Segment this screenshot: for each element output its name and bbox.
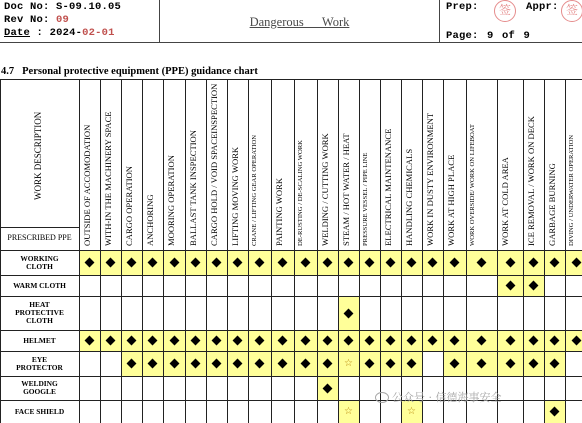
required-diamond-icon: [428, 336, 438, 346]
grid-line-vertical: [121, 79, 122, 423]
column-header: LIFTING MOVING WORK: [230, 146, 240, 246]
ppe-cell: [100, 250, 121, 275]
required-diamond-icon: [212, 258, 222, 268]
grid-line-horizontal: [0, 351, 582, 352]
ppe-cell: [163, 250, 185, 275]
grid-line-horizontal: [0, 79, 582, 80]
ppe-cell: [206, 351, 227, 376]
required-diamond-icon: [127, 258, 137, 268]
page-number: Page: 9 of 9: [446, 30, 531, 42]
column-header: OUTSIDE OF ACCOMODATION: [82, 124, 92, 246]
grid-line-vertical: [317, 79, 318, 423]
required-diamond-icon: [344, 308, 354, 318]
ppe-cell: [497, 250, 523, 275]
required-diamond-icon: [550, 407, 560, 417]
grid-line-horizontal: [0, 227, 79, 228]
column-header: CARGO OPERATION: [124, 166, 134, 246]
grid-line-vertical: [142, 79, 143, 423]
ppe-cell: [142, 351, 163, 376]
approved-by-label: Appr:: [526, 1, 559, 13]
ppe-cell: [317, 376, 338, 400]
grid-line-vertical: [227, 79, 228, 423]
ppe-cell: [79, 250, 100, 275]
ppe-cell: [248, 250, 271, 275]
ppe-cell: [271, 351, 294, 376]
ppe-cell: [100, 330, 121, 351]
section-title: Personal protective equipment (PPE) guidance chart: [22, 66, 258, 77]
grid-line-vertical: [271, 79, 272, 423]
ppe-cell: [544, 250, 565, 275]
required-diamond-icon: [169, 336, 179, 346]
ppe-cell: [401, 250, 422, 275]
grid-line-vertical: [380, 79, 381, 423]
ppe-cell: [163, 351, 185, 376]
ppe-cell: [142, 330, 163, 351]
required-diamond-icon: [529, 281, 539, 291]
section-number: 4.7: [1, 66, 15, 77]
required-diamond-icon: [233, 336, 243, 346]
required-diamond-icon: [505, 258, 515, 268]
required-diamond-icon: [191, 258, 201, 268]
row-label: WELDING GOOGLE: [21, 379, 58, 396]
ppe-cell: [443, 250, 466, 275]
required-diamond-icon: [477, 359, 487, 369]
grid-line-vertical: [185, 79, 186, 423]
required-diamond-icon: [301, 258, 311, 268]
row-label: HELMET: [23, 335, 56, 345]
ppe-cell: [359, 330, 380, 351]
ppe-cell: [544, 351, 565, 376]
required-diamond-icon: [255, 336, 265, 346]
ppe-cell: [121, 351, 142, 376]
grid-line-vertical: [544, 79, 545, 423]
column-header: HANDLING CHEMICALS: [404, 148, 414, 246]
required-diamond-icon: [301, 336, 311, 346]
required-diamond-icon: [233, 359, 243, 369]
ppe-cell: [466, 351, 497, 376]
required-diamond-icon: [278, 336, 288, 346]
ppe-cell: [338, 296, 359, 330]
grid-line-vertical: [79, 79, 80, 423]
required-diamond-icon: [191, 359, 201, 369]
seal-stamp-icon: 签: [494, 0, 516, 22]
required-diamond-icon: [477, 258, 487, 268]
grid-line-vertical: [163, 79, 164, 423]
row-label: WARM CLOTH: [13, 280, 66, 290]
column-header: PAINTING WORK: [274, 177, 284, 246]
grid-line-vertical: [497, 79, 498, 423]
ppe-cell: [497, 275, 523, 296]
row-label: EYE PROTECTOR: [16, 354, 63, 372]
ppe-cell: [380, 250, 401, 275]
ppe-cell: [338, 330, 359, 351]
ppe-cell: [206, 330, 227, 351]
ppe-cell: [248, 330, 271, 351]
required-diamond-icon: [365, 359, 375, 369]
required-diamond-icon: [571, 258, 581, 268]
required-diamond-icon: [233, 258, 243, 268]
ppe-cell: [185, 351, 206, 376]
row-label: FACE SHIELD: [14, 406, 65, 416]
required-diamond-icon: [505, 336, 515, 346]
ppe-cell: [317, 250, 338, 275]
column-header: CRANE / LIFTING GEAR OPERATION: [251, 135, 258, 246]
ppe-cell: [401, 351, 422, 376]
column-header: ELECTRICAL MAINTENANCE: [383, 128, 393, 246]
grid-line-horizontal: [0, 250, 582, 251]
page-title: Dangerous Work: [249, 15, 350, 29]
column-header: MOORING OPERATION: [166, 155, 176, 246]
grid-line-vertical: [0, 79, 1, 423]
seal-stamp-icon: 签: [561, 0, 582, 22]
column-header: DE-RUSTING / DE-SCALING WORK: [297, 140, 304, 246]
column-header: WORK IN DUSTY ENVIRONMENT: [425, 112, 435, 246]
ppe-cell: [271, 330, 294, 351]
required-diamond-icon: [169, 359, 179, 369]
required-diamond-icon: [85, 258, 95, 268]
ppe-cell: [497, 330, 523, 351]
date-separator: :: [36, 27, 44, 39]
grid-line-vertical: [523, 79, 524, 423]
ppe-cell: [185, 250, 206, 275]
grid-line-vertical: [422, 79, 423, 423]
required-diamond-icon: [529, 336, 539, 346]
grid-line-vertical: [401, 79, 402, 423]
required-diamond-icon: [428, 258, 438, 268]
required-diamond-icon: [212, 336, 222, 346]
required-diamond-icon: [365, 258, 375, 268]
ppe-cell: [271, 250, 294, 275]
column-header: CARGO HOLD / VOID SPACEINSPECTION: [209, 83, 219, 246]
required-diamond-icon: [148, 336, 158, 346]
wechat-icon: [375, 392, 389, 403]
ppe-cell: [185, 330, 206, 351]
required-diamond-icon: [301, 359, 311, 369]
ppe-cell: [497, 351, 523, 376]
required-diamond-icon: [148, 359, 158, 369]
ppe-cell: [121, 330, 142, 351]
required-diamond-icon: [323, 383, 333, 393]
required-diamond-icon: [365, 336, 375, 346]
column-header: WORK OVERSIDE/ WORK ON LIFEBOAT: [469, 124, 476, 246]
required-diamond-icon: [529, 359, 539, 369]
required-diamond-icon: [407, 359, 417, 369]
required-diamond-icon: [450, 359, 460, 369]
ppe-cell: [79, 330, 100, 351]
required-diamond-icon: [169, 258, 179, 268]
ppe-cell: [294, 330, 317, 351]
required-diamond-icon: [386, 336, 396, 346]
required-diamond-icon: [477, 336, 487, 346]
required-diamond-icon: [127, 359, 137, 369]
required-diamond-icon: [450, 258, 460, 268]
ppe-cell: [163, 330, 185, 351]
watermark-text: 公众号 · 信德海事安全: [392, 391, 502, 404]
column-header: WORK AT COLD AREA: [500, 157, 510, 246]
required-diamond-icon: [278, 258, 288, 268]
ppe-cell: [422, 250, 443, 275]
required-diamond-icon: [386, 359, 396, 369]
ppe-cell: [338, 400, 359, 423]
ppe-cell: [294, 250, 317, 275]
ppe-cell: [380, 330, 401, 351]
required-diamond-icon: [323, 359, 333, 369]
required-diamond-icon: [85, 336, 95, 346]
ppe-cell: [248, 351, 271, 376]
required-diamond-icon: [255, 258, 265, 268]
column-header: GARBAGE BURNING: [547, 163, 557, 246]
conditional-star-icon: ☆: [344, 357, 353, 369]
required-diamond-icon: [344, 258, 354, 268]
required-diamond-icon: [505, 359, 515, 369]
watermark: [375, 389, 502, 405]
ppe-cell: [565, 330, 582, 351]
ppe-cell: [565, 250, 582, 275]
required-diamond-icon: [550, 359, 560, 369]
required-diamond-icon: [323, 336, 333, 346]
prepared-by-label: Prep:: [446, 1, 479, 13]
required-diamond-icon: [278, 359, 288, 369]
ppe-cell: [317, 330, 338, 351]
column-header: STEAM / HOT WATER / HEAT: [341, 133, 351, 246]
required-diamond-icon: [148, 258, 158, 268]
required-diamond-icon: [344, 336, 354, 346]
date-label: Date: [4, 27, 31, 39]
ppe-cell: [380, 351, 401, 376]
required-diamond-icon: [386, 258, 396, 268]
column-header: ANCHORING: [145, 194, 155, 246]
required-diamond-icon: [505, 281, 515, 291]
ppe-cell: [142, 250, 163, 275]
ppe-cell: [359, 351, 380, 376]
ppe-cell: [523, 330, 544, 351]
ppe-cell: [466, 330, 497, 351]
ppe-cell: [523, 250, 544, 275]
ppe-cell: [401, 330, 422, 351]
required-diamond-icon: [550, 258, 560, 268]
column-header: WITH-IN THE MACHINERY SPACE: [103, 111, 113, 246]
grid-line-horizontal: [0, 330, 582, 331]
rev-value: 09: [56, 14, 70, 26]
grid-line-vertical: [359, 79, 360, 423]
grid-line-vertical: [565, 79, 566, 423]
ppe-cell: [121, 250, 142, 275]
required-diamond-icon: [127, 336, 137, 346]
required-diamond-icon: [106, 336, 116, 346]
required-diamond-icon: [212, 359, 222, 369]
conditional-star-icon: ☆: [344, 405, 353, 417]
ppe-cell: [317, 351, 338, 376]
ppe-cell: [338, 351, 359, 376]
required-diamond-icon: [571, 336, 581, 346]
ppe-cell: [544, 330, 565, 351]
grid-line-vertical: [466, 79, 467, 423]
column-header: ICE REMOVAL / WORK ON DECK: [526, 116, 536, 246]
column-header: PRESSURE VESSEL / PIPE LINE: [362, 152, 369, 246]
ppe-cell: [466, 250, 497, 275]
corner-header: WORK DESCRIPTION: [33, 111, 43, 200]
required-diamond-icon: [550, 336, 560, 346]
required-diamond-icon: [106, 258, 116, 268]
ppe-cell: [443, 330, 466, 351]
ppe-cell: [338, 250, 359, 275]
doc-number: Doc No: S-09.10.05: [4, 1, 122, 13]
row-label: HEAT PROTECTIVE CLOTH: [15, 300, 64, 325]
ppe-cell: [422, 330, 443, 351]
required-diamond-icon: [255, 359, 265, 369]
required-diamond-icon: [191, 336, 201, 346]
ppe-cell: [523, 275, 544, 296]
required-diamond-icon: [407, 336, 417, 346]
ppe-cell: [359, 250, 380, 275]
conditional-star-icon: ☆: [407, 405, 416, 417]
grid-line-horizontal: [0, 275, 582, 276]
required-diamond-icon: [323, 258, 333, 268]
grid-line-vertical: [248, 79, 249, 423]
ppe-cell: [294, 351, 317, 376]
ppe-cell: [443, 351, 466, 376]
grid-line-vertical: [206, 79, 207, 423]
ppe-cell: [227, 330, 248, 351]
date-year: 2024-: [49, 27, 83, 39]
rev-label: Rev No:: [4, 14, 50, 26]
date-month-day: 02-01: [82, 27, 115, 39]
ppe-cell: [227, 250, 248, 275]
row-label: WORKING CLOTH: [20, 253, 59, 271]
ppe-cell: [206, 250, 227, 275]
column-header: WELDING / CUTTING WORK: [320, 133, 330, 246]
grid-line-vertical: [443, 79, 444, 423]
required-diamond-icon: [407, 258, 417, 268]
column-header: DIVING / UNDERWATER OPERATION: [568, 134, 575, 246]
ppe-cell: [227, 351, 248, 376]
grid-line-vertical: [294, 79, 295, 423]
column-header: WORK AT HIGH PLACE: [446, 154, 456, 246]
ppe-cell: [544, 400, 565, 423]
column-header: BALLAST TANK INSPECTION: [188, 130, 198, 246]
grid-line-vertical: [100, 79, 101, 423]
grid-line-vertical: [338, 79, 339, 423]
required-diamond-icon: [450, 336, 460, 346]
grid-line-horizontal: [0, 296, 582, 297]
ppe-cell: [523, 351, 544, 376]
grid-line-horizontal: [0, 376, 582, 377]
prescribed-ppe-label: PRESCRIBED PPE: [7, 232, 72, 242]
required-diamond-icon: [529, 258, 539, 268]
